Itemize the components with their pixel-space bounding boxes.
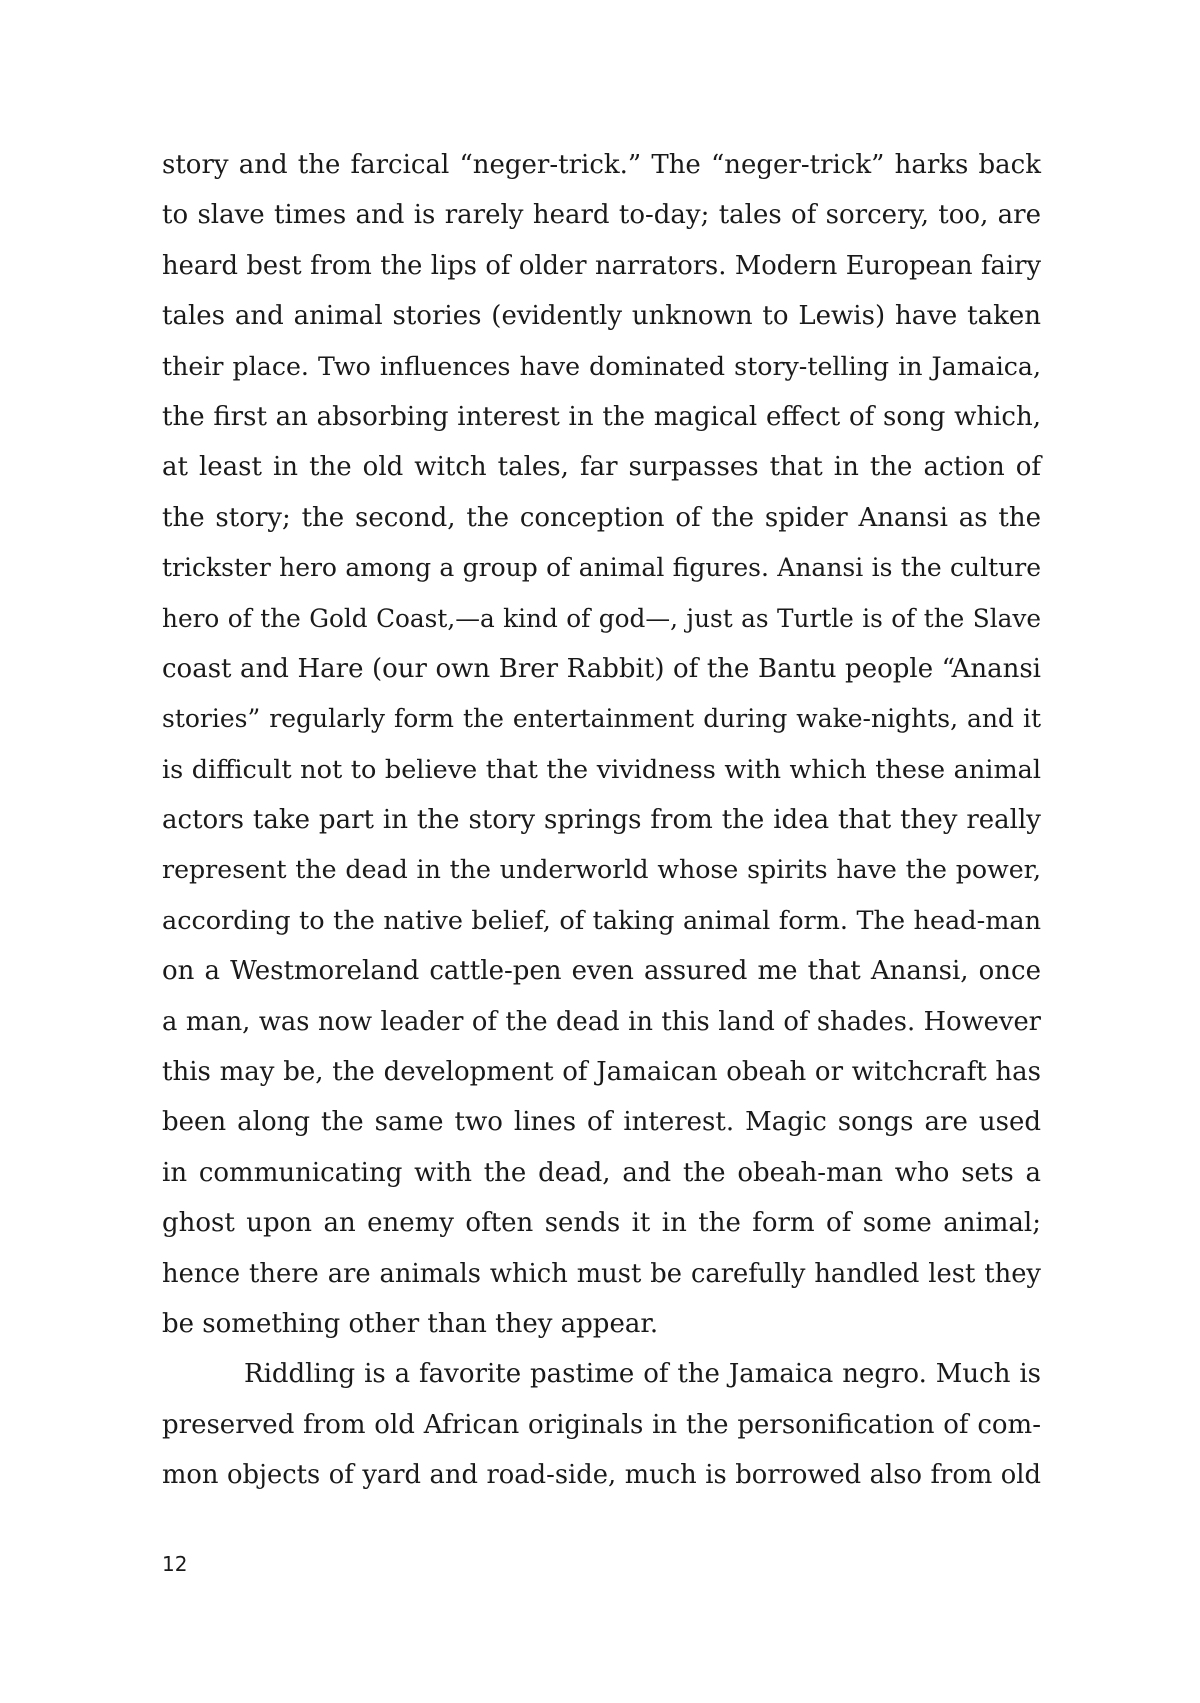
paragraph-2 bbox=[162, 1349, 1041, 1500]
text-line: on a Westmoreland cattle-pen even assured me that Anansi, once bbox=[162, 956, 1041, 987]
text-line: at least in the old witch tales, far surpasses that in the action of bbox=[162, 452, 1041, 483]
text-line: ghost upon an enemy often sends it in the form of some animal; bbox=[162, 1208, 1041, 1239]
text-line: Riddling is a favorite pastime of the Jamaica negro. Much is bbox=[244, 1359, 1041, 1390]
paragraph-1 bbox=[162, 140, 1041, 1349]
text-line: this may be, the development of Jamaican obeah or witchcraft has bbox=[162, 1057, 1041, 1088]
text-line: coast and Hare (our own Brer Rabbit) of the Bantu people “Anansi bbox=[162, 653, 1041, 684]
page-body bbox=[162, 140, 1041, 1501]
text-line: stories” regularly form the entertainment during wake-nights, and it bbox=[162, 704, 1041, 734]
text-line: trickster hero among a group of animal figures. Anansi is the culture bbox=[162, 553, 1041, 583]
text-line: the first an absorbing interest in the magical effect of song which, bbox=[162, 401, 1041, 432]
text-line: preserved from old African originals in the personification of com- bbox=[162, 1409, 1041, 1440]
text-line: been along the same two lines of interest. Magic songs are used bbox=[162, 1107, 1041, 1138]
text-line: represent the dead in the underworld whose spirits have the power, bbox=[162, 855, 1041, 885]
text-line: according to the native belief, of taking animal form. The head-man bbox=[162, 905, 1041, 936]
text-line: a man, was now leader of the dead in this land of shades. However bbox=[162, 1006, 1041, 1037]
text-line: heard best from the lips of older narrators. Modern European fairy bbox=[162, 250, 1041, 281]
text-line: story and the farcical “neger-trick.” The “neger-trick” harks back bbox=[162, 150, 1041, 180]
text-line: is difficult not to believe that the vividness with which these animal bbox=[162, 754, 1041, 785]
text-line: in communicating with the dead, and the obeah-man who sets a bbox=[162, 1157, 1041, 1188]
text-line: hero of the Gold Coast,—a kind of god—, just as Turtle is of the Slave bbox=[162, 603, 1041, 633]
text-line: be something other than they appear. bbox=[162, 1308, 659, 1339]
page-number: 12 bbox=[162, 1552, 188, 1576]
text-line: to slave times and is rarely heard to-day; tales of sorcery, too, are bbox=[162, 200, 1041, 231]
text-line: tales and animal stories (evidently unknown to Lewis) have taken bbox=[162, 301, 1041, 332]
text-line: hence there are animals which must be carefully handled lest they bbox=[162, 1258, 1041, 1289]
text-line: actors take part in the story springs from the idea that they really bbox=[162, 805, 1041, 836]
text-line: their place. Two influences have dominated story-telling in Jamaica, bbox=[162, 351, 1041, 381]
text-line: the story; the second, the conception of the spider Anansi as the bbox=[162, 502, 1041, 533]
text-line: mon objects of yard and road-side, much is borrowed also from old bbox=[162, 1460, 1041, 1491]
